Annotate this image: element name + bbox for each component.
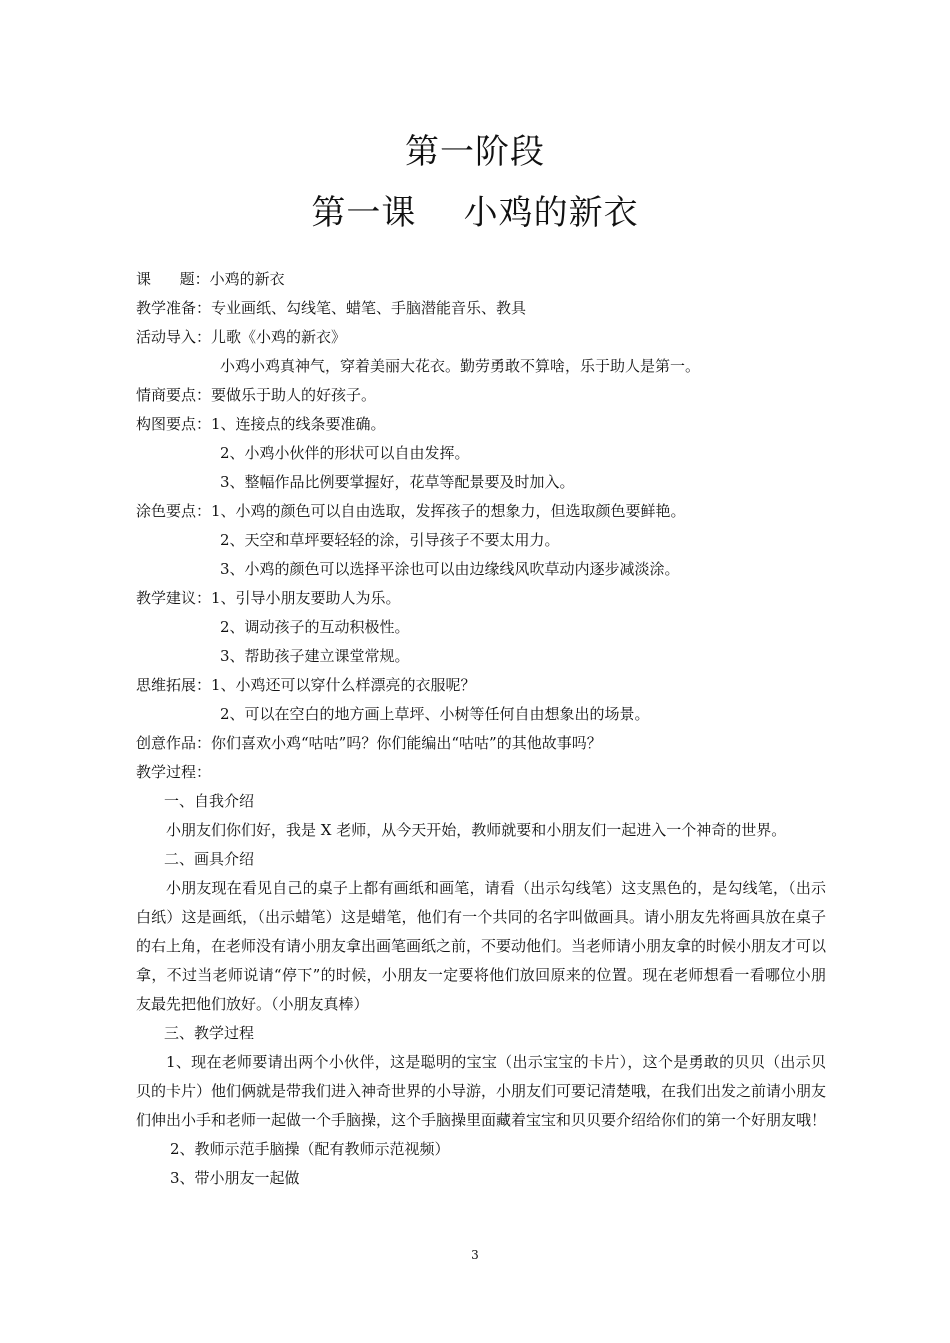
advice-item: 2、调动孩子的互动积极性。 — [220, 618, 410, 636]
topic-row — [136, 265, 826, 294]
composition-item: 3、整幅作品比例要掌握好，花草等配景要及时加入。 — [220, 473, 575, 491]
paragraph: 小朋友们你们好，我是 X 老师，从今天开始，教师就要和小朋友们一起进入一个神奇的世界。 — [166, 821, 787, 839]
coloring-label: 涂色要点： — [136, 502, 212, 520]
composition-label: 构图要点： — [136, 415, 212, 433]
composition-item: 2、小鸡小伙伴的形状可以自由发挥。 — [220, 444, 470, 462]
topic-label: 课 题： — [136, 270, 210, 288]
advice-item: 3、帮助孩子建立课堂常规。 — [220, 647, 410, 665]
prep-row — [136, 294, 826, 323]
step-item: 3、带小朋友一起做 — [170, 1169, 300, 1187]
thinking-row — [136, 671, 826, 700]
coloring-item: 3、小鸡的颜色可以选择平涂也可以由边缘线风吹草动内逐步减淡涂。 — [220, 560, 680, 578]
prep-value: 专业画纸、勾线笔、蜡笔、手脑潜能音乐、教具 — [211, 299, 527, 317]
eq-row — [136, 381, 826, 410]
paragraph: 1、现在老师要请出两个小伙伴，这是聪明的宝宝（出示宝宝的卡片），这个是勇敢的贝贝（出示贝贝的卡片）他们俩就是带我们进入神奇世界的小导游，小朋友们可要记清楚哦，在我们出发之前请小朋友们伸出小手和老师一起做一个手脑操，这个手脑操里面藏着宝宝和贝贝要介绍给你们的第一个好朋友哦！ — [136, 1053, 827, 1129]
advice-item: 1、引导小朋友要助人为乐。 — [211, 589, 401, 607]
section-heading: 二、画具介绍 — [164, 850, 255, 868]
intro-value: 儿歌《小鸡的新衣》 — [211, 328, 347, 346]
rhyme-text: 小鸡小鸡真神气，穿着美丽大花衣。勤劳勇敢不算啥，乐于助人是第一。 — [220, 357, 701, 375]
intro-label: 活动导入： — [136, 328, 212, 346]
eq-value: 要做乐于助人的好孩子。 — [211, 386, 377, 404]
eq-label: 情商要点： — [136, 386, 212, 404]
section-heading: 三、教学过程 — [164, 1024, 255, 1042]
prep-label: 教学准备： — [136, 299, 212, 317]
paragraph: 小朋友现在看见自己的桌子上都有画纸和画笔，请看（出示勾线笔）这支黑色的，是勾线笔，（出示白纸）这是画纸，（出示蜡笔）这是蜡笔，他们有一个共同的名字叫做画具。请小朋友先将画具放在桌子的右上角，在老师没有请小朋友拿出画笔画纸之前，不要动他们。当老师请小朋友拿的时候小朋友才可以拿，不过当老师说请“停下”的时候，小朋友一定要将他们放回原来的位置。现在老师想看一看哪位小朋友最先把他们放好。（小朋友真棒） — [136, 879, 827, 1013]
lesson-title: 第一课 小鸡的新衣 — [311, 193, 639, 233]
page-number: 3 — [471, 1248, 479, 1262]
topic-value: 小鸡的新衣 — [209, 270, 285, 288]
thinking-item: 1、小鸡还可以穿什么样漂亮的衣服呢？ — [211, 676, 476, 694]
advice-label: 教学建议： — [136, 589, 212, 607]
coloring-row — [136, 497, 826, 526]
thinking-item: 2、可以在空白的地方画上草坪、小树等任何自由想象出的场景。 — [220, 705, 650, 723]
section-heading: 一、自我介绍 — [164, 792, 255, 810]
step-item: 2、教师示范手脑操（配有教师示范视频） — [170, 1140, 450, 1158]
creative-row — [136, 729, 826, 758]
creative-value: 你们喜欢小鸡“咕咕”吗？你们能编出“咕咕”的其他故事吗？ — [211, 734, 602, 752]
stage-title: 第一阶段 — [405, 132, 545, 172]
coloring-item: 2、天空和草坪要轻轻的涂，引导孩子不要太用力。 — [220, 531, 560, 549]
thinking-label: 思维拓展： — [136, 676, 212, 694]
intro-row — [136, 323, 826, 352]
creative-label: 创意作品： — [136, 734, 212, 752]
process-label: 教学过程： — [136, 763, 212, 781]
composition-row — [136, 410, 826, 439]
composition-item: 1、连接点的线条要准确。 — [211, 415, 386, 433]
lesson-body — [136, 265, 826, 1193]
advice-row — [136, 584, 826, 613]
coloring-item: 1、小鸡的颜色可以自由选取，发挥孩子的想象力，但选取颜色要鲜艳。 — [211, 502, 686, 520]
